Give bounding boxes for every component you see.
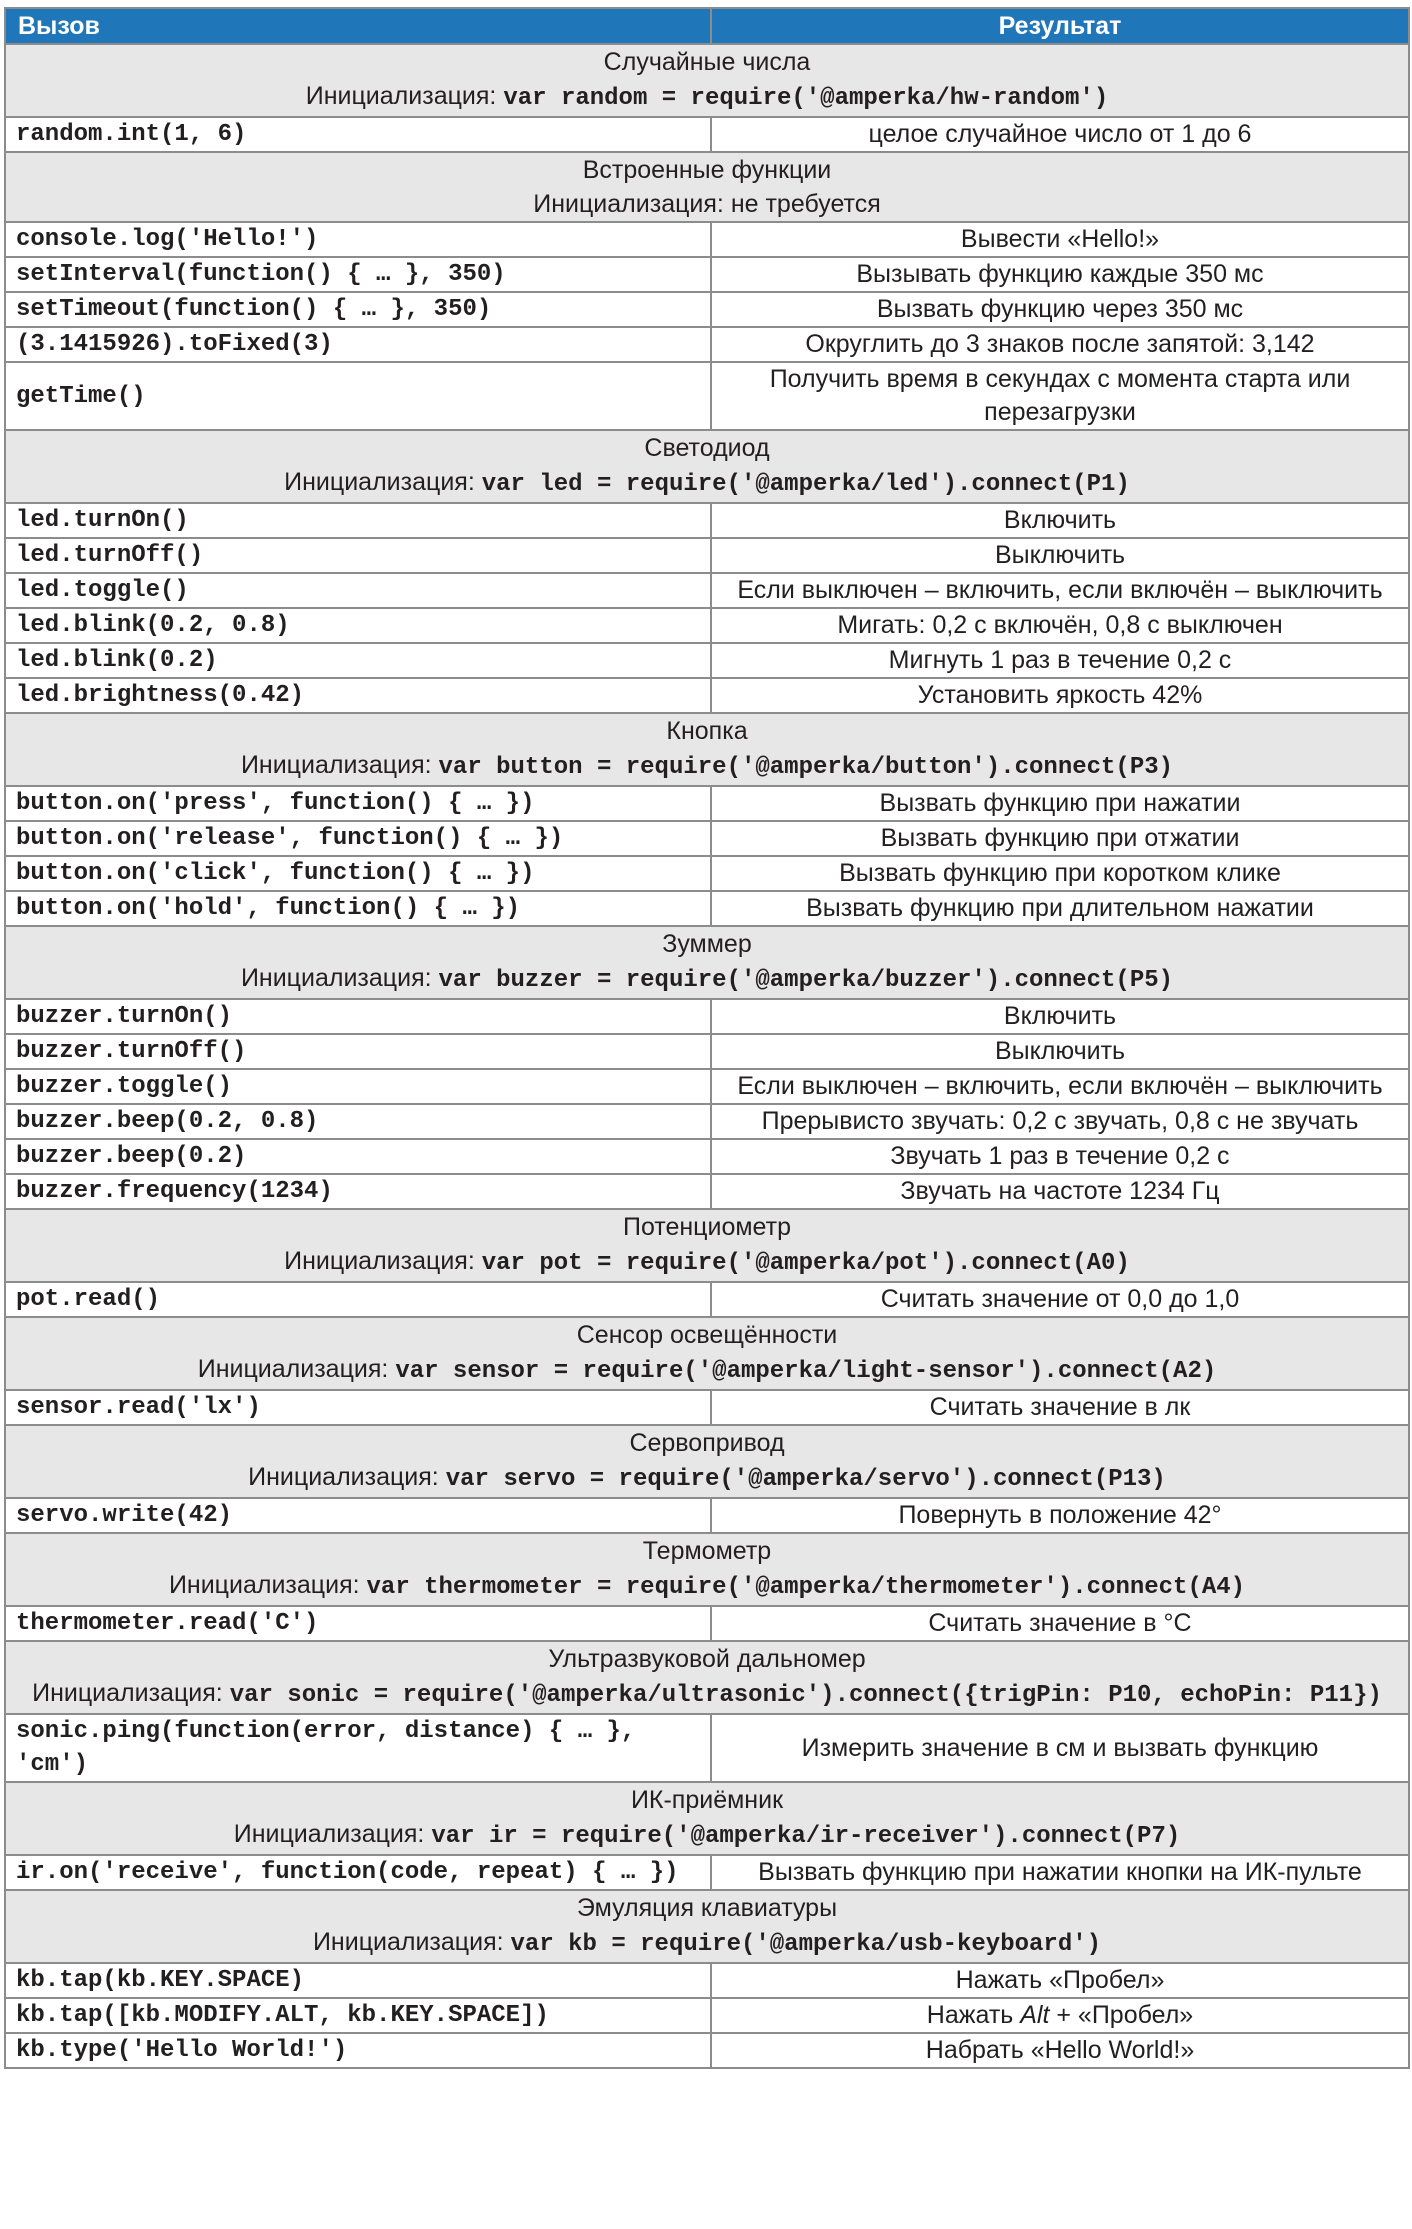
call-cell: button.on('click', function() { … }) [5, 856, 711, 891]
call-cell: ir.on('receive', function(code, repeat) { … }) [5, 1855, 711, 1890]
table-row [5, 292, 1409, 327]
init-label: Инициализация: [197, 1355, 389, 1383]
init-line [16, 465, 1398, 502]
table-row [5, 538, 1409, 573]
section-header-row [5, 44, 1409, 117]
result-cell: Считать значение в лк [711, 1390, 1409, 1425]
call-cell: setTimeout(function() { … }, 350) [5, 292, 711, 327]
call-cell: buzzer.turnOff() [5, 1034, 711, 1069]
table-row [5, 222, 1409, 257]
call-cell: (3.1415926).toFixed(3) [5, 327, 711, 362]
section-header [5, 1425, 1409, 1498]
section-header-row [5, 1317, 1409, 1390]
call-cell: buzzer.beep(0.2) [5, 1139, 711, 1174]
section-header-row [5, 1641, 1409, 1714]
init-line [16, 1568, 1398, 1605]
result-cell: Набрать «Hello World!» [711, 2033, 1409, 2068]
result-cell: Звучать 1 раз в течение 0,2 с [711, 1139, 1409, 1174]
section-header-row [5, 152, 1409, 222]
table-row [5, 1174, 1409, 1209]
result-cell: Считать значение в °C [711, 1606, 1409, 1641]
table-row [5, 1855, 1409, 1890]
api-reference-table [4, 7, 1410, 2069]
table-row [5, 1498, 1409, 1533]
call-cell: led.brightness(0.42) [5, 678, 711, 713]
table-row [5, 678, 1409, 713]
section-header-row [5, 926, 1409, 999]
column-header-result: Результат [711, 8, 1409, 44]
table-row [5, 1998, 1409, 2033]
section-header-row [5, 1425, 1409, 1498]
result-cell: Мигнуть 1 раз в течение 0,2 с [711, 643, 1409, 678]
init-line [16, 1817, 1398, 1854]
init-code: var sonic = require('@amperka/ultrasonic').connect({trigPin: P10, echoPin: P11}) [229, 1682, 1382, 1709]
result-cell: Если выключен – включить, если включён – выключить [711, 573, 1409, 608]
table-row [5, 1606, 1409, 1641]
init-line [16, 79, 1398, 116]
table-row [5, 1282, 1409, 1317]
section-title: Зуммер [662, 930, 752, 958]
section-title: Встроенные функции [582, 156, 832, 184]
section-header [5, 926, 1409, 999]
section-header-row [5, 1890, 1409, 1963]
section-header-row [5, 713, 1409, 786]
result-cell: Вызвать функцию при коротком клике [711, 856, 1409, 891]
result-cell: целое случайное число от 1 до 6 [711, 117, 1409, 152]
init-line [16, 748, 1398, 785]
init-text: не требуется [730, 190, 881, 218]
section-header-row [5, 430, 1409, 503]
call-cell: button.on('hold', function() { … }) [5, 891, 711, 926]
init-label: Инициализация: [284, 1247, 475, 1275]
init-label: Инициализация: [240, 964, 432, 992]
init-code: var kb = require('@amperka/usb-keyboard') [510, 1931, 1102, 1958]
result-cell: Повернуть в положение 42° [711, 1498, 1409, 1533]
result-cell: Прерывисто звучать: 0,2 с звучать, 0,8 с не звучать [711, 1104, 1409, 1139]
result-cell: Включить [711, 999, 1409, 1034]
init-line [16, 1244, 1398, 1281]
init-label: Инициализация: [233, 1820, 425, 1848]
init-label: Инициализация: [284, 468, 475, 496]
result-cell: Вызывать функцию каждые 350 мс [711, 257, 1409, 292]
table-row [5, 1390, 1409, 1425]
table-row [5, 1034, 1409, 1069]
result-cell: Измерить значение в см и вызвать функцию [711, 1714, 1409, 1782]
init-code: var thermometer = require('@amperka/thermometer').connect(A4) [366, 1574, 1246, 1601]
section-title: Светодиод [644, 434, 770, 462]
table-row [5, 1714, 1409, 1782]
call-cell: led.blink(0.2) [5, 643, 711, 678]
result-cell: Получить время в секундах с момента старта или перезагрузки [711, 362, 1409, 430]
section-title: Сервопривод [629, 1429, 785, 1457]
init-line [16, 187, 1398, 221]
table-row [5, 821, 1409, 856]
result-cell: Включить [711, 503, 1409, 538]
section-title: Сенсор освещённости [576, 1321, 838, 1349]
table-row [5, 362, 1409, 430]
section-header [5, 1890, 1409, 1963]
section-header-row [5, 1533, 1409, 1606]
call-cell: sensor.read('lx') [5, 1390, 711, 1425]
call-cell: kb.tap(kb.KEY.SPACE) [5, 1963, 711, 1998]
result-cell: Нажать «Пробел» [711, 1963, 1409, 1998]
init-label: Инициализация: [305, 82, 497, 110]
table-row [5, 1104, 1409, 1139]
result-cell: Вызвать функцию при нажатии [711, 786, 1409, 821]
section-header [5, 152, 1409, 222]
section-header [5, 1782, 1409, 1855]
init-label: Инициализация: [32, 1679, 223, 1707]
call-cell: random.int(1, 6) [5, 117, 711, 152]
section-header [5, 1641, 1409, 1714]
result-cell: Вызвать функцию через 350 мс [711, 292, 1409, 327]
section-header-row [5, 1209, 1409, 1282]
call-cell: setInterval(function() { … }, 350) [5, 257, 711, 292]
column-header-call: Вызов [5, 8, 711, 44]
section-title: Эмуляция клавиатуры [576, 1894, 838, 1922]
init-line [16, 1460, 1398, 1497]
init-label: Инициализация: [312, 1928, 504, 1956]
section-title: Потенциометр [622, 1213, 791, 1241]
init-line [16, 1676, 1398, 1713]
init-code: var servo = require('@amperka/servo').connect(P13) [445, 1466, 1166, 1493]
table-row [5, 503, 1409, 538]
init-line [16, 961, 1398, 998]
result-part: + «Пробел» [1049, 2001, 1194, 2029]
table-row [5, 1069, 1409, 1104]
result-cell: Если выключен – включить, если включён – выключить [711, 1069, 1409, 1104]
result-cell: Установить яркость 42% [711, 678, 1409, 713]
init-label: Инициализация: [168, 1571, 360, 1599]
init-code: var ir = require('@amperka/ir-receiver').connect(P7) [431, 1823, 1181, 1850]
table-row [5, 573, 1409, 608]
result-cell: Мигать: 0,2 с включён, 0,8 с выключен [711, 608, 1409, 643]
call-cell: led.blink(0.2, 0.8) [5, 608, 711, 643]
table-row [5, 1139, 1409, 1174]
table-row [5, 999, 1409, 1034]
init-label: Инициализация: [248, 1463, 439, 1491]
section-title: Термометр [642, 1537, 772, 1565]
result-part: Alt [1020, 2001, 1050, 2029]
table-row [5, 608, 1409, 643]
init-code: var random = require('@amperka/hw-random') [503, 85, 1109, 112]
section-header [5, 1317, 1409, 1390]
result-cell: Звучать на частоте 1234 Гц [711, 1174, 1409, 1209]
call-cell: pot.read() [5, 1282, 711, 1317]
init-line [16, 1925, 1398, 1962]
call-cell: console.log('Hello!') [5, 222, 711, 257]
table-row [5, 2033, 1409, 2068]
result-cell: Считать значение от 0,0 до 1,0 [711, 1282, 1409, 1317]
result-cell: Вывести «Hello!» [711, 222, 1409, 257]
result-cell: Вызвать функцию при нажатии кнопки на ИК-пульте [711, 1855, 1409, 1890]
init-label: Инициализация: [533, 190, 724, 218]
init-code: var pot = require('@amperka/pot').connect(A0) [481, 1250, 1130, 1277]
init-label: Инициализация: [240, 751, 432, 779]
call-cell: buzzer.toggle() [5, 1069, 711, 1104]
table-row [5, 117, 1409, 152]
call-cell: buzzer.turnOn() [5, 999, 711, 1034]
call-cell: kb.type('Hello World!') [5, 2033, 711, 2068]
call-cell: buzzer.frequency(1234) [5, 1174, 711, 1209]
table-row [5, 643, 1409, 678]
result-cell [711, 1998, 1409, 2033]
result-cell: Вызвать функцию при отжатии [711, 821, 1409, 856]
call-cell: led.toggle() [5, 573, 711, 608]
call-cell: thermometer.read('C') [5, 1606, 711, 1641]
table-row [5, 856, 1409, 891]
table-row [5, 786, 1409, 821]
result-cell: Выключить [711, 1034, 1409, 1069]
call-cell: button.on('release', function() { … }) [5, 821, 711, 856]
call-cell: kb.tap([kb.MODIFY.ALT, kb.KEY.SPACE]) [5, 1998, 711, 2033]
call-cell: sonic.ping(function(error, distance) { … }, 'cm') [5, 1714, 711, 1782]
section-title: Ультразвуковой дальномер [548, 1645, 866, 1673]
table-header-row [5, 8, 1409, 44]
call-cell: button.on('press', function() { … }) [5, 786, 711, 821]
result-cell: Вызвать функцию при длительном нажатии [711, 891, 1409, 926]
result-cell: Округлить до 3 знаков после запятой: 3,142 [711, 327, 1409, 362]
section-title: ИК-приёмник [630, 1786, 784, 1814]
call-cell: buzzer.beep(0.2, 0.8) [5, 1104, 711, 1139]
section-header [5, 1209, 1409, 1282]
call-cell: led.turnOn() [5, 503, 711, 538]
table-row [5, 257, 1409, 292]
result-cell: Выключить [711, 538, 1409, 573]
section-title: Кнопка [666, 717, 748, 745]
result-part: Нажать [926, 2001, 1021, 2029]
init-code: var sensor = require('@amperka/light-sensor').connect(A2) [395, 1358, 1217, 1385]
call-cell: getTime() [5, 362, 711, 430]
section-header-row [5, 1782, 1409, 1855]
table-body [5, 44, 1409, 2068]
section-header [5, 1533, 1409, 1606]
section-header [5, 44, 1409, 117]
call-cell: servo.write(42) [5, 1498, 711, 1533]
init-code: var led = require('@amperka/led').connect(P1) [481, 471, 1130, 498]
section-title: Случайные числа [603, 48, 811, 76]
call-cell: led.turnOff() [5, 538, 711, 573]
init-code: var buzzer = require('@amperka/buzzer').connect(P5) [438, 967, 1174, 994]
section-header [5, 713, 1409, 786]
init-line [16, 1352, 1398, 1389]
table-row [5, 1963, 1409, 1998]
table-row [5, 891, 1409, 926]
init-code: var button = require('@amperka/button').connect(P3) [438, 754, 1174, 781]
table-row [5, 327, 1409, 362]
section-header [5, 430, 1409, 503]
